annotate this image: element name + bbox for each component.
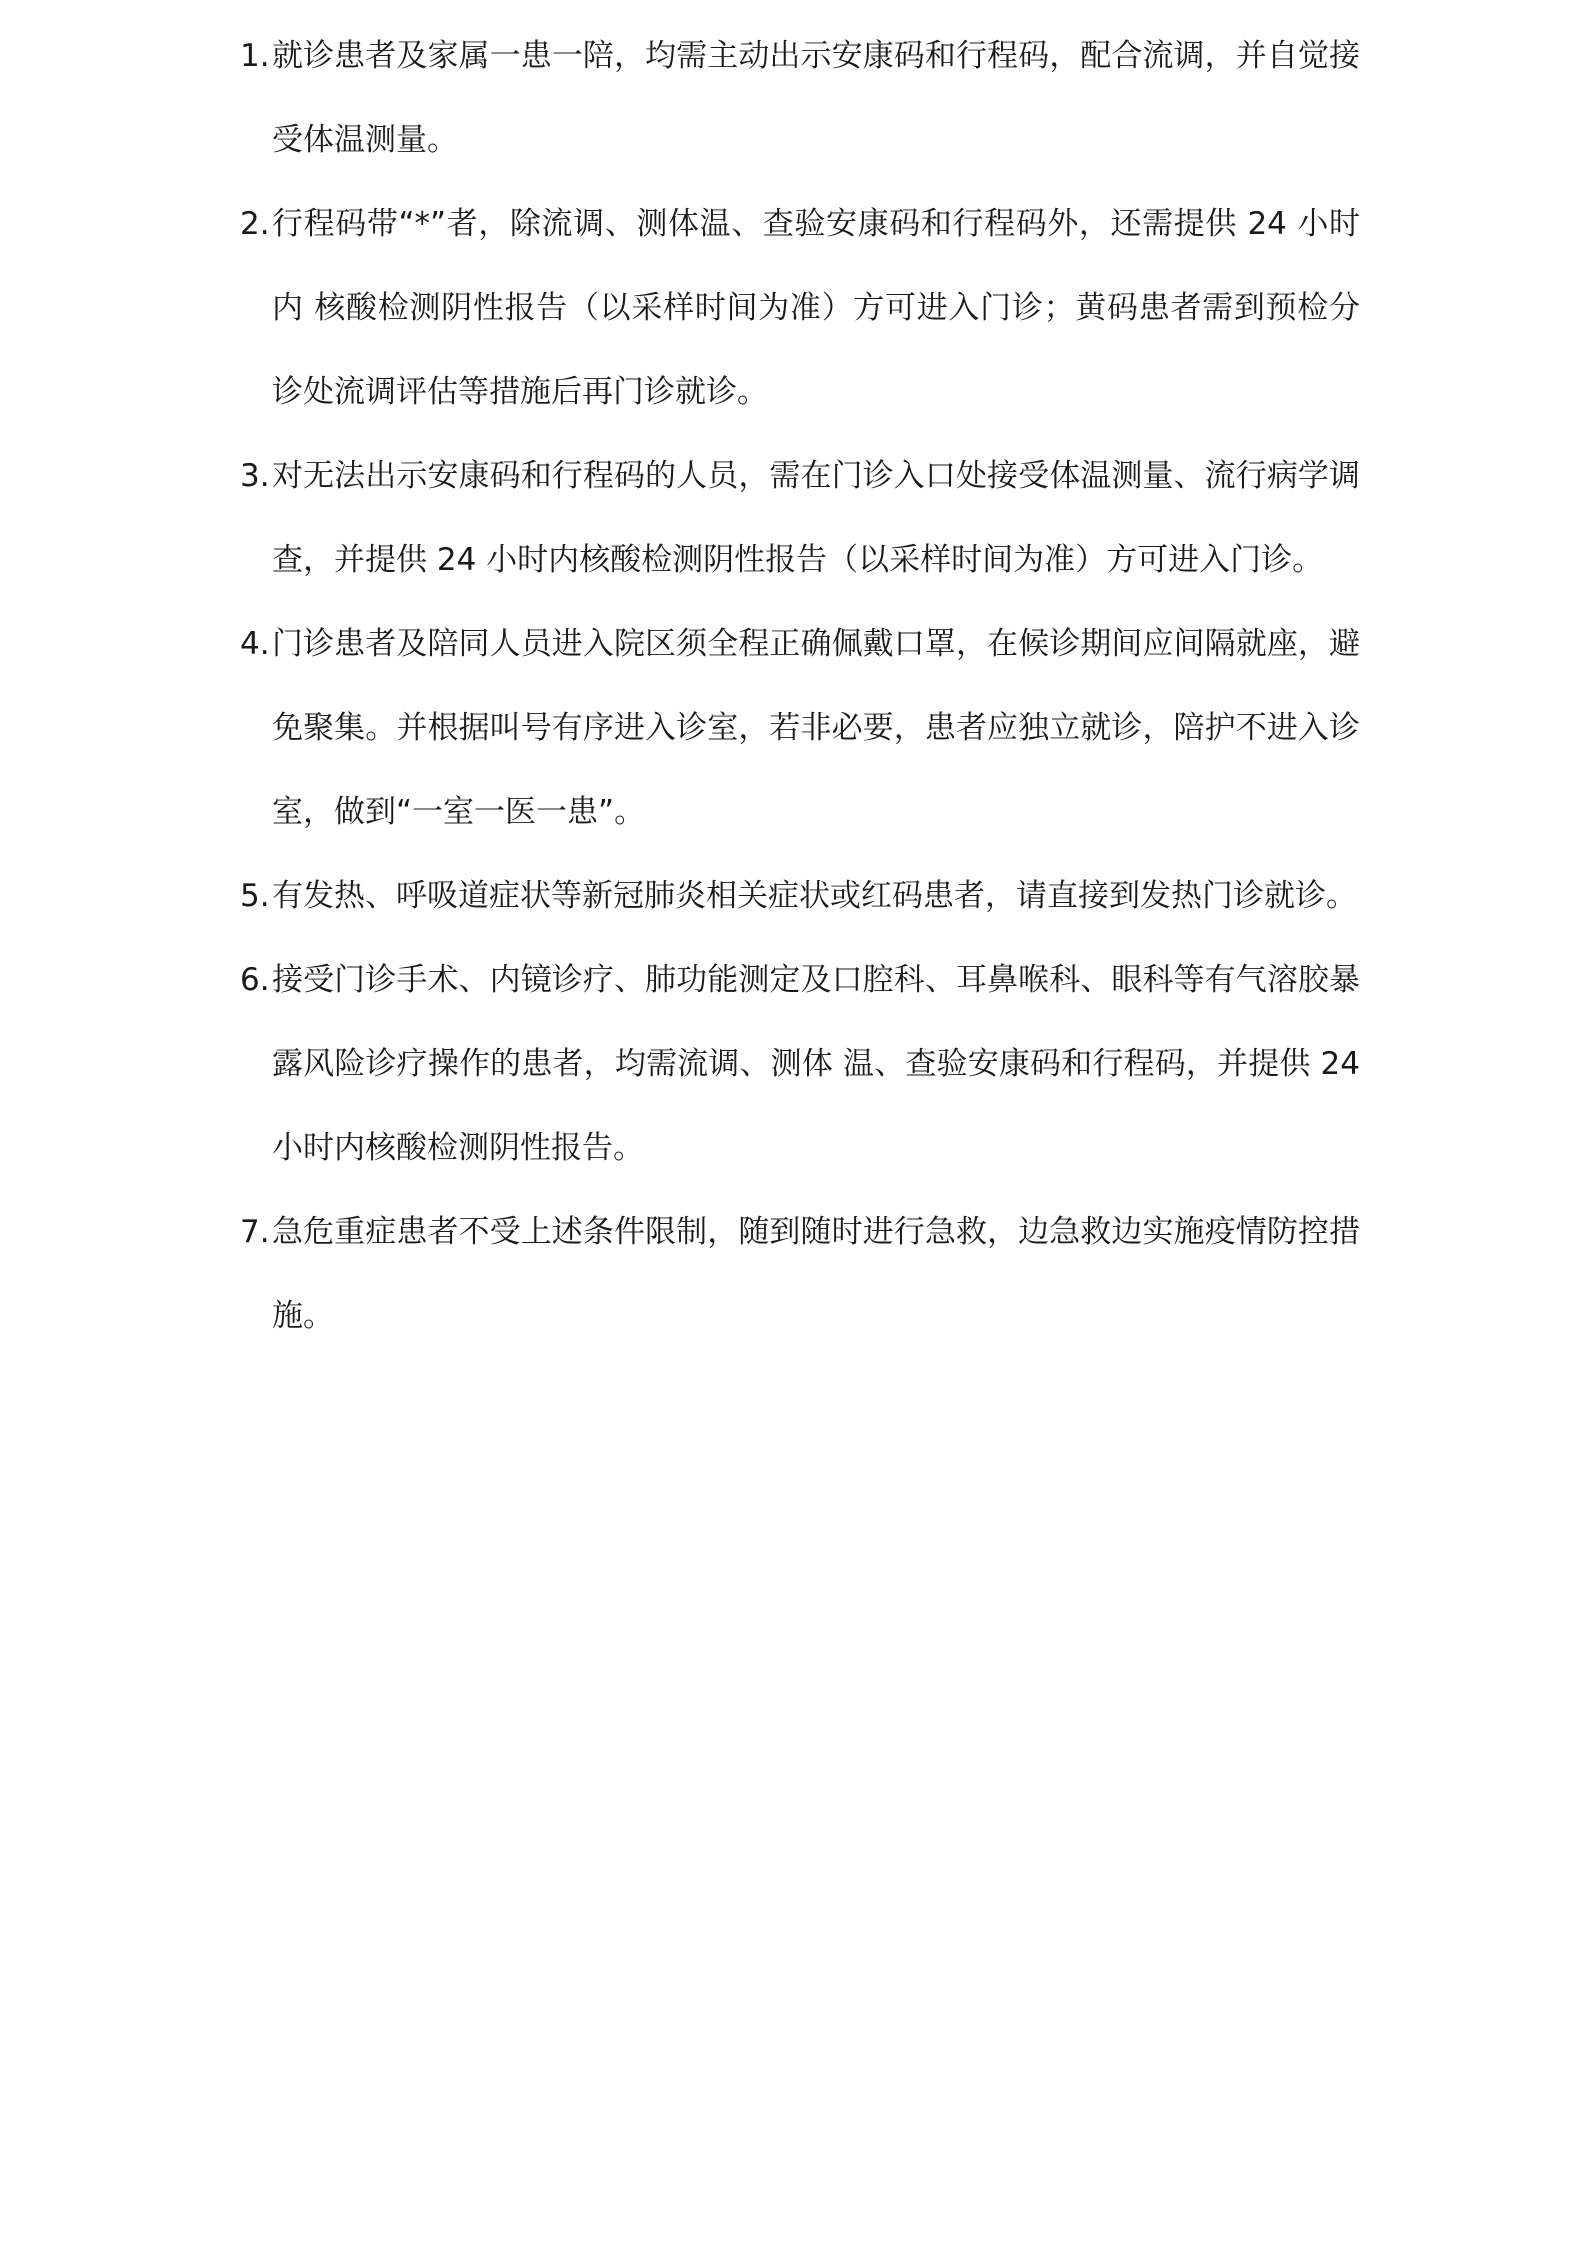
rule-item-3 <box>240 434 1360 602</box>
rule-text: 有发热、呼吸道症状等新冠肺炎相关症状或红码患者，请直接到发热门诊就诊。 <box>272 878 1357 914</box>
rule-item-5 <box>240 854 1360 938</box>
rule-number: 3. <box>240 458 270 494</box>
rule-text: 急危重症患者不受上述条件限制，随到随时进行急救，边急救边实施疫情防控措施。 <box>272 1214 1360 1334</box>
rule-text: 对无法出示安康码和行程码的人员，需在门诊入口处接受体温测量、流行病学调查，并提供 24 小时内核酸检测阴性报告（以采样时间为准）方可进入门诊。 <box>272 458 1360 578</box>
rule-text: 门诊患者及陪同人员进入院区须全程正确佩戴口罩，在候诊期间应间隔就座，避免聚集。并根据叫号有序进入诊室，若非必要，患者应独立就诊，陪护不进入诊室，做到“一室一医一患”。 <box>272 626 1360 830</box>
rules-list <box>240 14 1360 1358</box>
rule-text: 行程码带“*”者，除流调、测体温、查验安康码和行程码外，还需提供 24 小时内 核酸检测阴性报告（以采样时间为准）方可进入门诊；黄码患者需到预检分诊处流调评估等措施后再门诊就诊。 <box>272 206 1360 410</box>
rule-text: 就诊患者及家属一患一陪，均需主动出示安康码和行程码，配合流调，并自觉接受体温测量。 <box>272 38 1360 158</box>
rule-item-1 <box>240 14 1360 182</box>
rule-item-2 <box>240 182 1360 434</box>
rule-number: 1. <box>240 38 270 74</box>
rule-number: 7. <box>240 1214 270 1250</box>
rule-item-4 <box>240 602 1360 854</box>
rule-text: 接受门诊手术、内镜诊疗、肺功能测定及口腔科、耳鼻喉科、眼科等有气溶胶暴露风险诊疗操作的患者，均需流调、测体 温、查验安康码和行程码，并提供 24 小时内核酸检测阴性报告。 <box>272 962 1360 1166</box>
rule-item-7 <box>240 1190 1360 1358</box>
rule-number: 6. <box>240 962 270 998</box>
rule-number: 4. <box>240 626 270 662</box>
rule-item-6 <box>240 938 1360 1190</box>
rule-number: 2. <box>240 206 270 242</box>
rule-number: 5. <box>240 878 270 914</box>
